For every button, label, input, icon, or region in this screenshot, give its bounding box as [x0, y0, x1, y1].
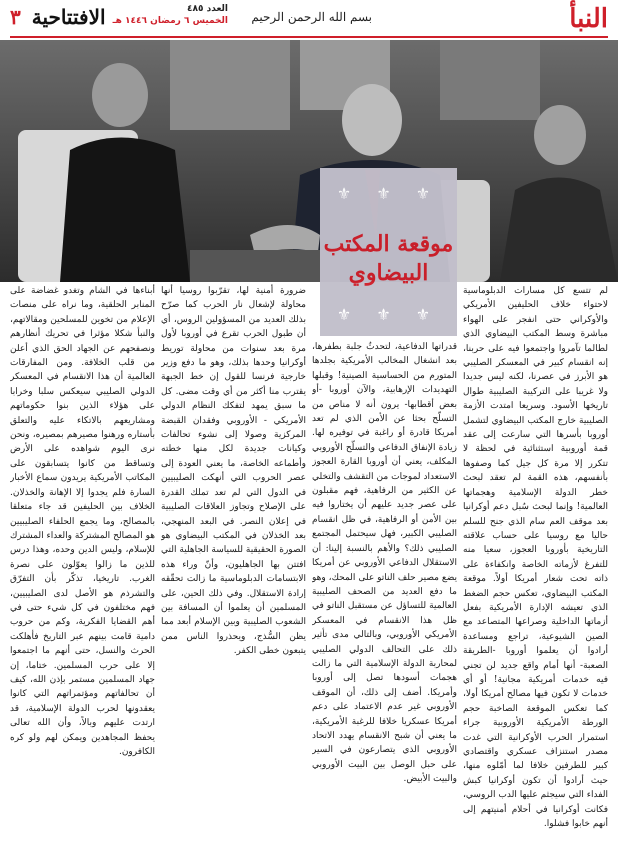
article-title: موقعة المكتب البيضاوي	[323, 231, 454, 286]
page-header	[0, 0, 618, 38]
text-column-2	[312, 340, 457, 856]
title-box	[320, 168, 457, 336]
ornament-top-icon: ⚜ ⚜ ⚜	[336, 184, 441, 203]
text-column-3	[161, 284, 306, 856]
issue-info	[98, 3, 228, 27]
publication-logo: النبأ	[569, 4, 608, 34]
column-text: أبناءها في الشام وتغدو غضاضة على المنابر الحلقية، وما نراه على منصات الإعلام من تخوين للمسلحين ومقالاتهم، والنبأ شكلا مؤثرا في تحريك أنظارهم ونصفحهم عن الجهاد الحق الذي أعلن من قلب الخلافة. ومن المفارقات العالمية أن هذا الانقسام في المعسكر الدولي الصليبي سيعكس سلبا وخرابا على هؤلاء الذين بنوا حكوماتهم ومشاريعهم بالاتكاء عليه والتعلق بأستاره ورهنوا مصيرهم بمصيره، ونحن نرى اليوم شواهده على الأرض وتساقط من كانوا يتسابقون على المكاتب الأمريكية يريدون سماع الأخبار السارة فلم يجدوا إلا الإهانة والخذلان. الخلاف بين الحليفين قد جاء متعلقا بالمصالح، وما يجمع الحلفاء الصليبيين هو المصالح المشتركة والعداء المشترك للإسلام، وليس الدين وحده، وهذا درس للذين ما زالوا يعوّلون على نصرة الغرب. تاريخيا، تذكّر بأن التفرّق والتشرذم هو الأصل لدى الصليبيين، فهم مختلفون في كل شيء حتى في أهم القضايا الفكرية، وكم من حروب دامية قامت بينهم عبر التاريخ فأهلكت الحرث والنسل، حتى أنهم ما اجتمعوا إلا على حرب المسلمين. ختاما، إن جهاد المسلمين مستمر بإذن الله، كيف أن تحالفاتهم ومؤتمراتهم التي كانوا يعقدونها لحرب الدولة الإسلامية، قد ارتدت عليهم وبالاً، وأن الله تعالى يحفظ المجاهدين ويمكن لهم ولو كره الكافرون.	[10, 286, 155, 757]
article-photo	[0, 40, 618, 282]
ornament-bottom-icon: ⚜ ⚜ ⚜	[336, 305, 441, 324]
text-column-1	[463, 284, 608, 856]
page-number: ٣	[10, 5, 21, 29]
column-text: لم تتسع كل مسارات الدبلوماسية لاحتواء خلاف الحليفين الأمريكي والأوكراني حتى انفجر على الهواء مباشرة وسط المكتب البيضاوي الذي لطالما تآمروا واجتمعوا فيه على حربنا، إنه انقسام كبير في المعسكر الصليبي هو الأبرز في عصرنا، لكنه ليس جديدا ولا غريبا على التركيبة الصليبية طوال تاريخها الأسود. وسريعا امتدت الأزمة الصليبية خارج المكتب البيضاوي لتشمل أوروبا بأسرها التي سارعت إلى عقد قمة أوروبية استثنائية في لحظة لا تتكرر إلا مرة كل جيل كما وصفوها بأنفسهم، هذه القمة لم تعقد لبحث خطر الدولة الإسلامية وهجماتها العالمية! وإنما لبحث سُبل دعم أوكرانيا بعد موقف العم سام الذي جنح للسلم حاليا مع روسيا على حساب علاقته التاريخية بأوروبا العجوز، سعيا منه للتفرغ لأزماته الخاصة وانكفاءة على ذاته تحت شعار أمريكا أولاً. موقعة المكتب البيضاوي، تعكس حجم الضغط الذي تعيشه الإدارة الأمريكية بفعل أزماتها الداخلية وصراعها المتصاعد مع الصين الشيوعية، تراجع ومساعدة أرادوا أن يعلموا أوروبا -الطريقة الصعبة- أنها أمام واقع جديد لن تجني فيه خدمات أمريكية مجانية! أو أي خدمات لا تكون فيها مصالح أمريكا أولا، كما تعكس الموقعة الصاخبة حجم الورطة الأمريكية الأوروبية جراء استمرار الحرب الأوكرانية التي غدت مصدر استنزاف عسكري واقتصادي كبير للطرفين خلافا لما أمّلوه منها، حيث أرادوا أن تكون أوكرانيا كبش الفداء التي سيجثم عليها الدب الروسي، فكانت أوكرانيا في أحلام أمنيتهم إلى أنهم خابوا فشلوا.	[463, 286, 608, 830]
section-header	[10, 4, 106, 30]
column-text: قدراتها الدفاعية، لتحدثُ جلبة بطفرها، بعد انشغال المخالب الأمريكية بجلدها المتورم من الحساسية الصينية! وقبلها التهديدات الإرهابية، والآن أوروبا -أو بعض أقطابها- يرون أنه لا مناص من التسلّح بحثا عن الأمن الذي لم تعد أمريكا قادرة أو راغبة في توفيره لها. زيادة الإنفاق الدفاعي والتسلّح الأوروبي المكلف، يعني أن أوروبا القارة العجوز الاستعداد لموجات من التقشف والتخلي عن الكثير من الرفاهية، فهم مقبلون على عصر جديد عليهم أن يختاروا فيه بين الأمن أو الرفاهية، في ظل انقسام الصليبي الكبير، فهل سيحتمل المجتمع الصليبي ذلك؟ والأهم بالنسبة إلينا: أن الاستقلال الدفاعي الأوروبي عن أمريكا يضع مصير حلف الناتو على المحك، وهو ما دفع العديد من الصحف الصليبية العالمية للتساؤل عن مستقبل الناتو في ظل هذا الانقسام في المعسكر الأمريكي الأوروبي، وبالتالي مدى تأثير ذلك على التحالف الدولي الصليبي لمحاربة الدولة الإسلامية التي ما زالت هجمات أسودها تصل إلى أوروبا وأمريكا. أضف إلى ذلك، أن الموقف الأوروبي غير عدم الاعتماد على دعم أمريكا عسكريا خلافا للرغبة الأمريكية، ما يعني أن شبح الانقسام يهدد الاتحاد الأوروبي الذي يتصارعون في السير على حبل الوصل بين البيت الأوروبي والبيت الأبيض.	[312, 342, 457, 785]
basmala: بسم الله الرحمن الرحيم	[251, 10, 372, 24]
issue-number: العدد ٤٨٥	[187, 4, 228, 14]
header-divider	[10, 36, 608, 38]
meeting-photo	[0, 40, 618, 282]
issue-date: الخميس ٦ رمضان ١٤٤٦ هـ	[112, 16, 228, 26]
section-title: الافتتاحية	[31, 5, 106, 29]
text-column-4	[10, 284, 155, 856]
column-text: ضرورة أمنية لها، تقرّبوا روسيا أنها محاولة لإشعال نار الحرب كما صرّح بذلك العديد من المسؤولين الروس، أي أن طبول الحرب تقرع في أوروبا لأول مرة بعد سنوات من محاولة توريط أوكرانيا وحدها بذلك، وهو ما دفع وزير خارجية فرنسا للقول إن خط الجبهة يقترب منا أكثر من أي وقت مضى. كل ما سبق يمهد لتفكك النظام الدولي الأمريكي - الأوروبي وفقدان القبضة المركزية وصولا إلى نشوء تحالفات وكيانات جديدة لكل منها خطته وأطماعه الخاصة، ما يعني العودة إلى عصر الحروب التي أنهكت الصليبيين في الدول التي لم تعد تملك القدرة على الإصلاح وتجاوز العلاقات الصليبية في إعلان النصر. في البعد المنهجي، بعد الخذلان في المكتب البيضاوي هو الصورة الحقيقية للسياسة الجاهلية التي افتتن بها الجاهليون، وأنّ وراء هذه الابتسامات الدبلوماسية ما زالت تحقّقه إرادة الاستقلال. وفي ذلك الحين، على المسلمين أن يعلموا أن المسافة بين الشعوب الصليبية وبين الإسلام أبعد مما يظن السُّذج، ويحذروا الناس ممن يتبعون خطى الكفر.	[161, 286, 306, 657]
